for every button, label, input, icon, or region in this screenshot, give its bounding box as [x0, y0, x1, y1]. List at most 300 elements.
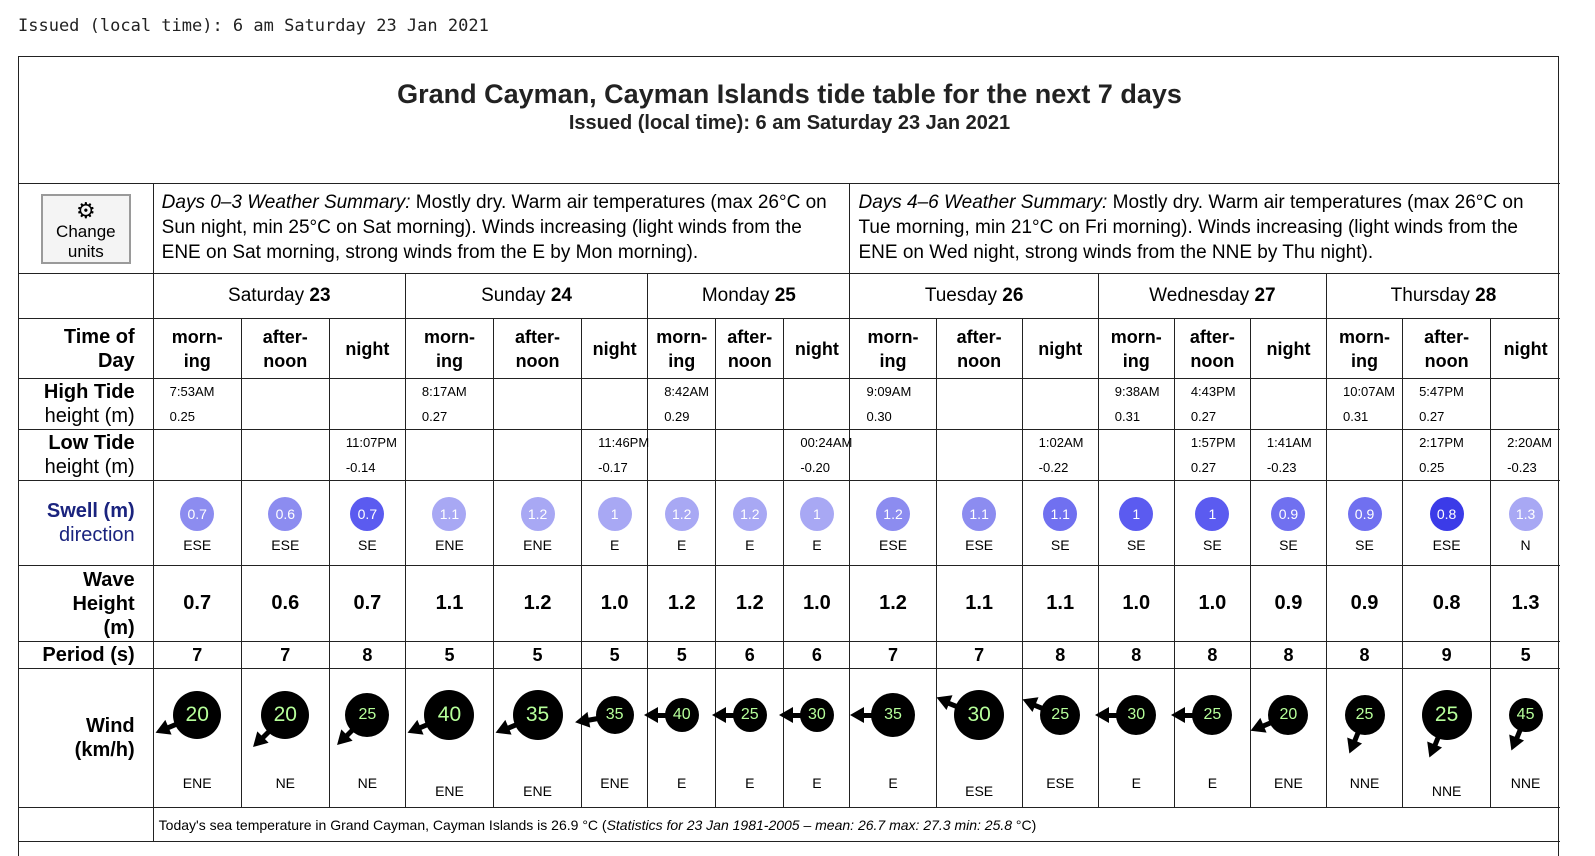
swell-value: 0.9: [1354, 506, 1375, 522]
day-header-2: [648, 274, 850, 319]
high-tide-cell: [1174, 379, 1250, 430]
day-header-4: [1098, 274, 1326, 319]
swell-value: 0.6: [275, 506, 296, 522]
low-tide-height: 0.27: [1190, 460, 1217, 475]
wind-cell: [1250, 669, 1326, 808]
swell-direction: E: [745, 537, 755, 553]
wind-cell: [1403, 669, 1491, 808]
day-header-5: [1326, 274, 1560, 319]
high-tide-cell: [1403, 379, 1491, 430]
low-tide-label: [19, 430, 153, 481]
label-line: Swell (m): [46, 500, 135, 522]
low-tide-cell: [405, 430, 493, 481]
tod-night: night: [1266, 338, 1311, 359]
swell-direction: ESE: [965, 537, 994, 553]
swell-value: 1: [1132, 506, 1141, 522]
wind-speed-circle: [424, 690, 474, 740]
wind-speed-value: 25: [1203, 706, 1222, 723]
swell-cell: [153, 481, 241, 566]
time-of-day-label: [19, 319, 153, 379]
period-value: 5: [1520, 644, 1531, 665]
swell-direction: N: [1520, 537, 1531, 553]
wind-direction: E: [812, 775, 822, 791]
label-line: High Tide: [43, 381, 135, 403]
high-tide-cell: [1491, 379, 1560, 430]
swell-direction: ESE: [271, 537, 300, 553]
wind-direction: E: [888, 775, 898, 791]
wind-cell: [784, 669, 850, 808]
change-units-label-2: units: [67, 241, 104, 261]
wave-height-value: 0.6: [271, 592, 300, 614]
swell-arrow-icon: [733, 497, 767, 531]
label-line: (m): [103, 616, 135, 639]
swell-cell: [716, 481, 784, 566]
period-value: 8: [362, 644, 373, 665]
swell-cell: [405, 481, 493, 566]
tod-cell: [1174, 319, 1250, 379]
swell-value: 1: [610, 506, 619, 522]
swell-arrow-icon: [268, 497, 302, 531]
low-tide-time: 00:24AM: [800, 435, 853, 450]
label-line: Height: [72, 592, 135, 615]
title-block: [19, 57, 1560, 184]
period-cell: [850, 642, 936, 669]
wave-height-value: 1.2: [879, 592, 907, 614]
weather-summary-text: Mostly dry. Warm air temperatures (max 26°C on Sun night, min 25°C on Sat morning). Winds increasing (light winds from the ENE on Sat morning, strong winds from the E by Mon morning).: [161, 192, 827, 263]
wave-height-cell: [1174, 566, 1250, 642]
high-tide-cell: [716, 379, 784, 430]
high-tide-time: 9:38AM: [1114, 384, 1160, 399]
sea-temperature: [153, 808, 1560, 842]
tod-cell: [1403, 319, 1491, 379]
swell-value: 1: [1208, 506, 1217, 522]
wind-speed-value: 25: [740, 706, 759, 723]
change-units-label: Change: [56, 221, 116, 241]
day-number: 26: [1002, 285, 1024, 306]
high-tide-time: 10:07AM: [1342, 384, 1396, 399]
wave-height-cell: [716, 566, 784, 642]
sea-temp-unit: °C): [1012, 816, 1037, 833]
wave-height-label: [19, 566, 153, 642]
high-tide-height: 0.30: [866, 409, 892, 424]
day-name: Thursday: [1390, 285, 1470, 306]
tod-cell: [494, 319, 582, 379]
tod-line: morn-: [1110, 326, 1162, 347]
wind-speed-circle: [345, 693, 389, 737]
period-value: 9: [1441, 644, 1452, 665]
time-of-day-row: [19, 319, 1560, 379]
wind-speed-value: 25: [358, 706, 377, 723]
period-value: 7: [192, 644, 203, 665]
tide-table-frame: [18, 56, 1559, 856]
period-cell: [582, 642, 648, 669]
low-tide-height: -0.17: [598, 460, 628, 475]
day-number: 28: [1475, 285, 1497, 306]
weather-summary-1: [850, 184, 1560, 274]
wind-speed-circle: [1345, 695, 1385, 735]
empty-corner: [19, 274, 153, 319]
empty-cell: [19, 808, 153, 842]
wind-speed-value: 30: [1127, 706, 1146, 723]
period-value: 8: [1055, 644, 1066, 665]
day-header-1: [405, 274, 647, 319]
swell-arrow-icon: [180, 497, 214, 531]
swell-cell: [329, 481, 405, 566]
swell-value: 1.2: [740, 506, 760, 522]
low-tide-cell: [582, 430, 648, 481]
wind-cell: [716, 669, 784, 808]
day-header-3: [850, 274, 1098, 319]
period-value: 7: [888, 644, 899, 665]
wind-speed-value: 35: [884, 706, 902, 723]
wind-speed-circle: [1116, 695, 1156, 735]
wave-height-cell: [784, 566, 850, 642]
period-cell: [1326, 642, 1402, 669]
low-tide-cell: [1250, 430, 1326, 481]
wave-height-cell: [582, 566, 648, 642]
wave-height-value: 1.0: [600, 592, 629, 614]
low-tide-height: -0.23: [1507, 460, 1537, 475]
wave-height-value: 0.7: [353, 592, 382, 614]
wind-speed-value: 20: [1279, 706, 1298, 723]
swell-value: 0.7: [357, 506, 378, 522]
low-tide-cell: [1326, 430, 1402, 481]
wind-direction: ENE: [523, 783, 552, 799]
swell-arrow-icon: [598, 497, 632, 531]
tod-line: ing: [1351, 350, 1379, 371]
wind-speed-circle: [1040, 695, 1080, 735]
swell-direction: E: [609, 537, 620, 553]
wind-speed-circle: [800, 698, 834, 732]
low-tide-cell: [716, 430, 784, 481]
units-cell: [19, 184, 153, 274]
swell-arrow-icon: [876, 497, 910, 531]
label-line: Time of: [63, 325, 135, 348]
wind-cell: [1491, 669, 1560, 808]
low-tide-cell: [153, 430, 241, 481]
low-tide-time: 1:41AM: [1266, 435, 1312, 450]
high-tide-cell: [582, 379, 648, 430]
period-cell: [1491, 642, 1560, 669]
wind-direction: ENE: [1274, 775, 1303, 791]
swell-cell: [494, 481, 582, 566]
swell-direction: ESE: [183, 537, 212, 553]
weather-summary-label: Days 0–3 Weather Summary:: [161, 192, 411, 213]
high-tide-time: 8:42AM: [664, 384, 709, 399]
period-value: 8: [1207, 644, 1218, 665]
high-tide-height: 0.29: [664, 409, 690, 424]
high-tide-time: 4:43PM: [1190, 384, 1236, 399]
wind-speed-circle: [261, 691, 309, 739]
wind-speed-circle: [954, 690, 1004, 740]
period-label: [19, 642, 153, 669]
swell-arrow-icon: [800, 497, 834, 531]
wind-speed-circle: [871, 693, 915, 737]
swell-arrow-icon: [432, 497, 466, 531]
summary-row: [19, 184, 1560, 274]
period-value: 6: [744, 644, 755, 665]
tod-night: night: [1038, 338, 1083, 359]
swell-direction: E: [812, 537, 822, 553]
period-value: 7: [974, 644, 985, 665]
swell-value: 0.8: [1436, 506, 1457, 522]
high-tide-height: 0.25: [169, 409, 195, 424]
label-line: height (m): [44, 405, 135, 427]
tod-night: night: [1503, 338, 1548, 359]
label-line: direction: [59, 524, 135, 546]
low-tide-time: 11:46PM: [598, 435, 650, 450]
low-tide-height: 0.25: [1419, 460, 1445, 475]
period-value: 6: [811, 644, 822, 665]
tod-line: morn-: [656, 326, 708, 347]
tod-line: after-: [1189, 326, 1235, 347]
high-tide-cell: [648, 379, 716, 430]
wave-height-cell: [241, 566, 329, 642]
high-tide-cell: [784, 379, 850, 430]
swell-value: 1.1: [439, 506, 460, 522]
swell-arrow-icon: [350, 497, 384, 531]
high-tide-time: 5:47PM: [1419, 384, 1464, 399]
day-name: Monday: [701, 285, 770, 306]
swell-arrow-icon: [1195, 497, 1229, 531]
high-tide-cell: [494, 379, 582, 430]
wind-speed-circle: [1509, 698, 1543, 732]
tod-cell: [1250, 319, 1326, 379]
low-tide-height: -0.14: [345, 460, 376, 475]
wind-cell: [850, 669, 936, 808]
wave-height-cell: [1098, 566, 1174, 642]
high-tide-cell: [1326, 379, 1402, 430]
sea-temp-row: [19, 808, 1560, 842]
wave-height-cell: [1250, 566, 1326, 642]
high-tide-cell: [1098, 379, 1174, 430]
wind-speed-value: 35: [605, 706, 624, 723]
tod-cell: [241, 319, 329, 379]
high-tide-row: [19, 379, 1560, 430]
tod-line: ing: [435, 350, 463, 371]
swell-cell: [241, 481, 329, 566]
tod-cell: [153, 319, 241, 379]
wind-cell: [494, 669, 582, 808]
swell-cell: [1491, 481, 1560, 566]
page-subtitle: Issued (local time): 6 am Saturday 23 Jan 2021: [568, 112, 1011, 134]
swell-direction: ESE: [879, 537, 908, 553]
low-tide-row: [19, 430, 1560, 481]
high-tide-cell: [153, 379, 241, 430]
tod-night: night: [592, 338, 637, 359]
period-cell: [1022, 642, 1098, 669]
wind-direction: ESE: [1046, 775, 1075, 791]
swell-direction: SE: [1203, 537, 1222, 553]
wind-direction: NNE: [1510, 775, 1541, 791]
swell-direction: ESE: [1432, 537, 1461, 553]
high-tide-cell: [1022, 379, 1098, 430]
high-tide-height: 0.27: [421, 409, 448, 424]
swell-row: [19, 481, 1560, 566]
wind-speed-circle: [173, 691, 221, 739]
tod-line: morn-: [423, 326, 475, 347]
label-line: Wind: [85, 715, 135, 737]
sea-temp-stats: Statistics for 23 Jan 1981-2005 – mean: 26.7 max: 27.3 min: 25.8: [606, 816, 1013, 833]
wind-speed-circle: [1422, 690, 1472, 740]
wind-speed-value: 30: [808, 706, 826, 723]
wind-speed-circle: [1268, 695, 1308, 735]
wind-cell: [405, 669, 493, 808]
wave-height-value: 1.2: [667, 592, 696, 614]
high-tide-height: 0.27: [1190, 409, 1217, 424]
low-tide-height: -0.20: [800, 460, 830, 475]
day-header-row: [19, 274, 1560, 319]
tod-line: noon: [727, 350, 772, 371]
tod-cell: [936, 319, 1022, 379]
weather-summary-text: Mostly dry. Warm air temperatures (max 26°C on Tue morning, min 21°C on Fri morning). Winds increasing (light winds from the ENE on Wed night, strong winds from the NNE by Thu night).: [858, 192, 1524, 263]
period-cell: [494, 642, 582, 669]
wave-height-value: 1.0: [803, 592, 831, 614]
wave-height-row: [19, 566, 1560, 642]
change-units-button[interactable]: [41, 194, 131, 264]
label-line: Wave: [83, 568, 135, 591]
swell-cell: [1022, 481, 1098, 566]
wave-height-cell: [1403, 566, 1491, 642]
tod-line: ing: [879, 350, 907, 371]
wind-cell: [582, 669, 648, 808]
swell-direction: SE: [1355, 537, 1374, 553]
tod-line: morn-: [867, 326, 919, 347]
tod-line: after-: [262, 326, 308, 347]
wind-speed-value: 35: [525, 703, 550, 726]
wave-height-cell: [405, 566, 493, 642]
period-cell: [784, 642, 850, 669]
period-cell: [936, 642, 1022, 669]
period-cell: [648, 642, 716, 669]
tod-line: after-: [727, 326, 773, 347]
tod-line: noon: [1190, 350, 1235, 371]
wind-row: [19, 669, 1560, 808]
wave-height-value: 1.3: [1511, 592, 1540, 614]
period-value: 7: [280, 644, 291, 665]
day-name: Wednesday: [1149, 285, 1250, 306]
wind-cell: [153, 669, 241, 808]
tod-cell: [648, 319, 716, 379]
wave-height-cell: [1491, 566, 1560, 642]
wind-speed-value: 20: [185, 703, 209, 726]
period-value: 5: [532, 644, 543, 665]
swell-label: [19, 481, 153, 566]
wave-height-cell: [329, 566, 405, 642]
wind-direction: ESE: [965, 783, 994, 799]
swell-cell: [1174, 481, 1250, 566]
low-tide-cell: [1403, 430, 1491, 481]
swell-cell: [936, 481, 1022, 566]
wind-label: [19, 669, 153, 808]
low-tide-cell: [494, 430, 582, 481]
swell-direction: SE: [1050, 537, 1070, 553]
low-tide-cell: [1491, 430, 1560, 481]
weather-summary-label: Days 4–6 Weather Summary:: [858, 192, 1108, 213]
period-cell: [1174, 642, 1250, 669]
swell-value: 1.3: [1515, 506, 1536, 522]
wave-height-cell: [936, 566, 1022, 642]
swell-cell: [1098, 481, 1174, 566]
high-tide-label: [19, 379, 153, 430]
low-tide-time: 1:57PM: [1190, 435, 1236, 450]
swell-cell: [582, 481, 648, 566]
low-tide-time: 11:07PM: [345, 435, 397, 450]
swell-value: 1.2: [671, 506, 692, 522]
wave-height-value: 0.9: [1274, 592, 1303, 614]
tod-line: ing: [183, 350, 211, 371]
tod-line: after-: [1424, 326, 1470, 347]
low-tide-cell: [1174, 430, 1250, 481]
period-cell: [241, 642, 329, 669]
period-cell: [1250, 642, 1326, 669]
wind-speed-circle: [665, 698, 699, 732]
wind-direction: E: [677, 775, 687, 791]
wind-cell: [648, 669, 716, 808]
wind-direction: E: [745, 775, 755, 791]
high-tide-time: 8:17AM: [421, 384, 467, 399]
wind-cell: [329, 669, 405, 808]
swell-arrow-icon: [665, 497, 699, 531]
tod-cell: [784, 319, 850, 379]
period-value: 5: [676, 644, 687, 665]
tod-cell: [716, 319, 784, 379]
wind-direction: ENE: [435, 783, 464, 799]
period-cell: [1403, 642, 1491, 669]
page-title: Grand Cayman, Cayman Islands tide table for the next 7 days: [397, 79, 1182, 109]
swell-value: 0.7: [187, 506, 207, 522]
tod-cell: [1098, 319, 1174, 379]
high-tide-cell: [850, 379, 936, 430]
swell-arrow-icon: [1271, 497, 1305, 531]
weather-summary-0: [153, 184, 850, 274]
swell-arrow-icon: [962, 497, 996, 531]
wind-direction: NNE: [1431, 783, 1462, 799]
low-tide-time: 2:20AM: [1507, 435, 1552, 450]
swell-arrow-icon: [521, 497, 555, 531]
swell-direction: ENE: [523, 537, 552, 553]
tod-line: noon: [957, 350, 1002, 371]
low-tide-cell: [1022, 430, 1098, 481]
low-tide-height: -0.23: [1266, 460, 1297, 475]
wave-height-value: 1.1: [965, 592, 994, 614]
wave-height-cell: [648, 566, 716, 642]
high-tide-cell: [329, 379, 405, 430]
high-tide-height: 0.27: [1419, 409, 1445, 424]
wind-cell: [1098, 669, 1174, 808]
period-row: [19, 642, 1560, 669]
wind-speed-circle: [596, 696, 634, 734]
wind-cell: [1022, 669, 1098, 808]
tod-line: after-: [515, 326, 561, 347]
low-tide-height: -0.22: [1038, 460, 1069, 475]
tod-cell: [1326, 319, 1402, 379]
day-name: Saturday: [228, 285, 305, 306]
wave-height-value: 1.1: [435, 592, 464, 614]
high-tide-cell: [1250, 379, 1326, 430]
wind-speed-value: 40: [672, 706, 691, 723]
swell-arrow-icon: [1509, 497, 1543, 531]
swell-value: 1.1: [969, 506, 989, 522]
day-name: Tuesday: [924, 285, 997, 306]
tod-line: morn-: [171, 326, 223, 347]
wave-height-value: 1.1: [1046, 592, 1075, 614]
period-cell: [1098, 642, 1174, 669]
swell-direction: SE: [358, 537, 377, 553]
period-value: 5: [444, 644, 455, 665]
label-line: Low Tide: [48, 432, 135, 454]
swell-cell: [850, 481, 936, 566]
